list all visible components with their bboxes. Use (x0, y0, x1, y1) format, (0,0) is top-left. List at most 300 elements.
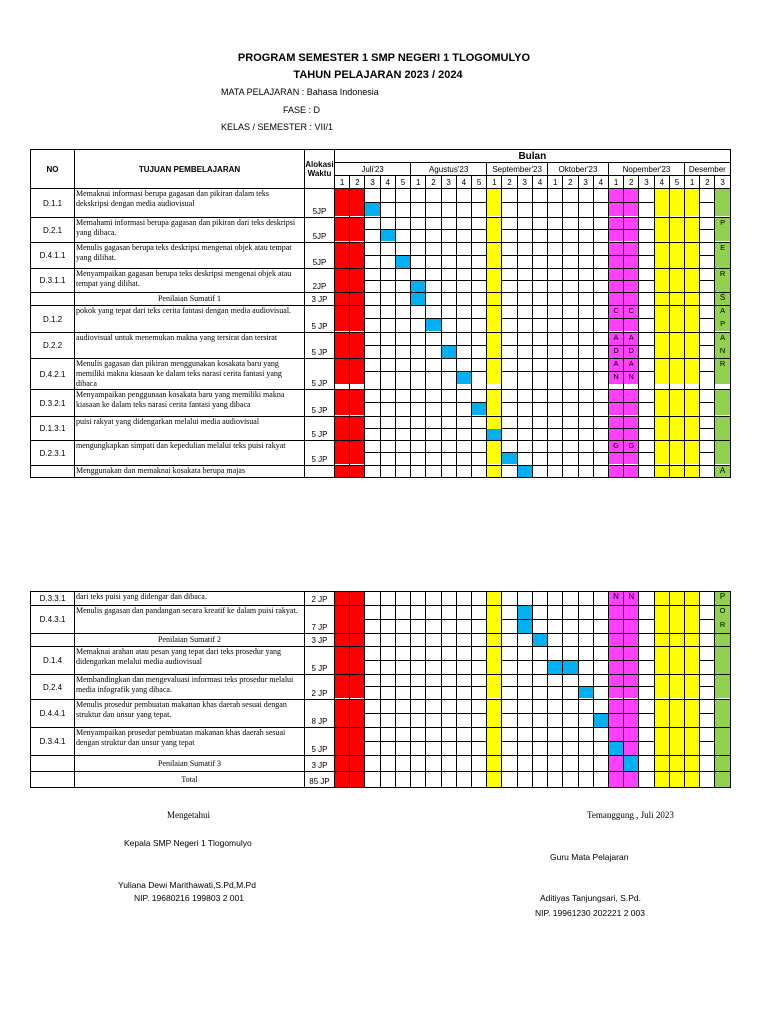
week-cell (380, 634, 395, 647)
week-cell (608, 390, 623, 417)
time-allocation: 85 JP (305, 772, 335, 788)
week-subcell (579, 333, 593, 346)
week-subcell (350, 441, 364, 453)
week-cell (487, 333, 502, 359)
week-subcell (700, 417, 714, 429)
week-subcell (350, 417, 364, 429)
week-subcell (502, 390, 516, 403)
week-subcell (655, 230, 669, 241)
week-cell (563, 333, 578, 359)
table-row (31, 700, 731, 728)
week-cell (548, 218, 563, 243)
week-cell (456, 756, 471, 772)
week-cell (471, 390, 486, 417)
week-subcell (609, 429, 623, 440)
week-cell (654, 417, 669, 441)
week-subcell (502, 372, 516, 384)
week-cell (563, 634, 578, 647)
week-subcell (533, 390, 547, 403)
week-subcell (396, 372, 410, 384)
week-cell (456, 647, 471, 675)
week-subcell (457, 417, 471, 429)
week-cell (502, 359, 517, 390)
week-subcell (624, 675, 638, 687)
week-subcell (594, 333, 608, 346)
time-allocation: 5 JP (305, 333, 335, 359)
week-cell (639, 647, 654, 675)
week-cell (608, 243, 623, 269)
week-cell (669, 306, 684, 333)
week-cell (502, 218, 517, 243)
goal-header: TUJUAN PEMBELAJARAN (75, 150, 305, 189)
week-cell (639, 592, 654, 606)
week-subcell (579, 647, 593, 661)
week-subcell (594, 714, 608, 727)
week-subcell: D (624, 346, 638, 358)
week-subcell (442, 256, 456, 268)
week-subcell (411, 189, 425, 203)
week-subcell (365, 700, 379, 714)
week-subcell (655, 647, 669, 661)
week-cell (441, 466, 456, 478)
week-cell (685, 606, 700, 634)
objective-text: Menggunakan dan memaknai kosakata berupa majas (75, 466, 305, 478)
week-subcell (365, 319, 379, 331)
week-subcell (518, 230, 532, 241)
week-cell (578, 243, 593, 269)
week-cell (548, 756, 563, 772)
week-cell (669, 772, 684, 788)
week-subcell (381, 372, 395, 384)
week-cell (350, 218, 365, 243)
week-cell (502, 293, 517, 306)
week-subcell (502, 189, 516, 203)
week-subcell (396, 189, 410, 203)
week-cell (608, 333, 623, 359)
week-subcell (396, 269, 410, 281)
week-subcell: C (609, 306, 623, 319)
week-cell (669, 592, 684, 606)
week-subcell (685, 319, 699, 331)
week-subcell (442, 281, 456, 292)
week-cell (517, 592, 532, 606)
week-subcell (670, 203, 684, 216)
week-cell (350, 359, 365, 390)
week-subcell (457, 256, 471, 268)
week-subcell (639, 281, 653, 292)
objective-text: Penilaian Sumatif 3 (75, 756, 305, 772)
week-subcell (655, 359, 669, 372)
time-allocation: 2 JP (305, 592, 335, 606)
week-subcell (335, 647, 349, 661)
week-cell (335, 359, 350, 390)
teacher-name: Aditiyas Tanjungsari, S.Pd. (540, 893, 641, 903)
week-subcell (335, 390, 349, 403)
week-cell (593, 417, 608, 441)
week-cell (471, 675, 486, 700)
week-cell (624, 218, 639, 243)
month-label-1: Agustus'23 (411, 163, 487, 176)
week-subcell (670, 742, 684, 755)
week-subcell (533, 306, 547, 319)
week-cell (395, 243, 410, 269)
week-subcell (715, 256, 729, 268)
week-subcell (335, 606, 349, 620)
week-number: 2 (624, 176, 639, 189)
week-subcell (548, 306, 562, 319)
week-number: 1 (411, 176, 426, 189)
week-cell (563, 269, 578, 293)
week-subcell (670, 319, 684, 331)
week-cell (548, 441, 563, 466)
objective-code: D.2.4 (31, 675, 75, 700)
week-subcell (533, 453, 547, 464)
week-subcell (335, 333, 349, 346)
week-cell (624, 243, 639, 269)
week-subcell (381, 728, 395, 742)
week-cell (426, 772, 441, 788)
week-cell (715, 647, 730, 675)
week-subcell (411, 230, 425, 241)
week-cell (517, 306, 532, 333)
week-cell (593, 243, 608, 269)
week-number: 4 (532, 176, 547, 189)
week-cell (365, 772, 380, 788)
week-subcell (533, 728, 547, 742)
week-cell (411, 700, 426, 728)
objective-code (31, 293, 75, 306)
week-subcell (472, 243, 486, 256)
week-cell (578, 333, 593, 359)
week-cell (502, 441, 517, 466)
week-cell (380, 592, 395, 606)
week-subcell (365, 742, 379, 755)
objective-text: puisi rakyat yang didengarkan melalui media audiovisual (75, 417, 305, 441)
week-subcell (396, 243, 410, 256)
week-subcell (518, 700, 532, 714)
week-cell (441, 592, 456, 606)
week-cell (654, 243, 669, 269)
week-subcell (487, 661, 501, 674)
week-subcell (579, 256, 593, 268)
week-subcell (518, 453, 532, 464)
week-cell (593, 333, 608, 359)
week-subcell (655, 620, 669, 633)
week-subcell (472, 441, 486, 453)
week-subcell (685, 417, 699, 429)
week-cell (426, 441, 441, 466)
week-cell (365, 189, 380, 218)
week-subcell (685, 728, 699, 742)
week-cell (471, 269, 486, 293)
week-cell (517, 634, 532, 647)
week-cell (456, 269, 471, 293)
week-subcell (533, 417, 547, 429)
table-row (31, 728, 731, 756)
week-subcell (381, 203, 395, 216)
week-subcell (411, 319, 425, 331)
week-subcell (365, 728, 379, 742)
week-cell (365, 728, 380, 756)
week-cell (456, 390, 471, 417)
week-cell (624, 466, 639, 478)
week-cell (639, 466, 654, 478)
week-subcell (502, 647, 516, 661)
week-cell (608, 269, 623, 293)
week-subcell (579, 372, 593, 384)
week-subcell (502, 453, 516, 464)
week-subcell (594, 189, 608, 203)
week-subcell (655, 606, 669, 620)
week-subcell (365, 281, 379, 292)
week-cell (639, 756, 654, 772)
week-cell (335, 700, 350, 728)
week-cell (487, 359, 502, 390)
week-subcell (487, 306, 501, 319)
week-subcell (472, 700, 486, 714)
objective-text: Penilaian Sumatif 2 (75, 634, 305, 647)
month-label-0: Juli'23 (335, 163, 411, 176)
week-cell (578, 592, 593, 606)
objective-text: Menulis prosedur pembuatan makanan khas daerah sesuai dengan struktur dan unsur yang tepat. (75, 700, 305, 728)
week-subcell (563, 714, 577, 727)
week-cell (335, 675, 350, 700)
table-row (31, 189, 731, 218)
week-subcell (685, 661, 699, 674)
week-subcell (670, 218, 684, 230)
week-subcell (472, 189, 486, 203)
week-subcell (518, 647, 532, 661)
week-subcell (365, 218, 379, 230)
week-subcell (579, 620, 593, 633)
week-subcell (518, 742, 532, 755)
week-cell (532, 675, 547, 700)
week-subcell (518, 429, 532, 440)
week-subcell: A (609, 333, 623, 346)
week-subcell (381, 687, 395, 698)
week-subcell (548, 714, 562, 727)
week-subcell (335, 256, 349, 268)
week-subcell (396, 390, 410, 403)
week-subcell (533, 700, 547, 714)
week-cell (608, 441, 623, 466)
week-subcell (670, 372, 684, 384)
week-cell (624, 333, 639, 359)
week-subcell (396, 359, 410, 372)
week-subcell (594, 230, 608, 241)
week-cell (608, 189, 623, 218)
week-cell (365, 390, 380, 417)
week-subcell: A (715, 333, 729, 346)
week-subcell (487, 319, 501, 331)
week-subcell (624, 429, 638, 440)
week-subcell (457, 372, 471, 384)
week-cell (624, 728, 639, 756)
week-subcell (487, 647, 501, 661)
week-cell (532, 390, 547, 417)
week-cell (517, 675, 532, 700)
week-cell (715, 189, 730, 218)
week-subcell (411, 647, 425, 661)
week-subcell (670, 403, 684, 415)
week-cell (517, 728, 532, 756)
week-subcell (335, 728, 349, 742)
week-subcell (457, 403, 471, 415)
week-subcell: E (715, 243, 729, 256)
week-subcell: N (609, 372, 623, 384)
week-cell (502, 606, 517, 634)
subject-label: MATA PELAJARAN : Bahasa Indonesia (221, 87, 379, 97)
week-cell: A (715, 466, 730, 478)
week-subcell (502, 333, 516, 346)
week-cell (548, 466, 563, 478)
week-cell (548, 390, 563, 417)
week-subcell (487, 714, 501, 727)
week-subcell (335, 319, 349, 331)
week-subcell (563, 346, 577, 358)
week-cell (624, 772, 639, 788)
week-cell (502, 647, 517, 675)
week-subcell (502, 675, 516, 687)
week-subcell (579, 281, 593, 292)
objective-text: dari teks puisi yang didengar dan dibaca. (75, 592, 305, 606)
week-cell (502, 417, 517, 441)
week-cell (685, 306, 700, 333)
week-subcell (442, 728, 456, 742)
week-subcell (426, 728, 440, 742)
week-subcell (609, 256, 623, 268)
week-cell (426, 606, 441, 634)
week-cell (685, 466, 700, 478)
week-subcell (411, 742, 425, 755)
week-subcell (502, 687, 516, 698)
week-subcell (624, 203, 638, 216)
week-subcell (411, 606, 425, 620)
week-subcell (700, 620, 714, 633)
week-cell (578, 772, 593, 788)
week-subcell (442, 700, 456, 714)
week-subcell (670, 281, 684, 292)
week-subcell (442, 218, 456, 230)
week-cell (578, 189, 593, 218)
week-cell (335, 634, 350, 647)
week-subcell (350, 256, 364, 268)
week-cell (380, 269, 395, 293)
week-cell (395, 293, 410, 306)
week-subcell (411, 620, 425, 633)
week-cell (395, 306, 410, 333)
week-cell (411, 466, 426, 478)
week-subcell (396, 429, 410, 440)
week-subcell: P (715, 218, 729, 230)
week-cell (593, 293, 608, 306)
objective-code: D.1.4 (31, 647, 75, 675)
week-cell (441, 269, 456, 293)
week-subcell (579, 403, 593, 415)
week-cell (593, 606, 608, 634)
week-cell (426, 592, 441, 606)
week-subcell (457, 453, 471, 464)
week-subcell (487, 372, 501, 384)
week-subcell (655, 675, 669, 687)
week-subcell (533, 319, 547, 331)
week-subcell (411, 429, 425, 440)
week-subcell (472, 714, 486, 727)
week-subcell (655, 403, 669, 415)
week-cell (487, 466, 502, 478)
week-subcell (639, 319, 653, 331)
week-number: 2 (563, 176, 578, 189)
week-cell (487, 269, 502, 293)
week-cell (411, 390, 426, 417)
week-cell (685, 218, 700, 243)
week-subcell (670, 429, 684, 440)
week-subcell (579, 390, 593, 403)
week-cell (548, 592, 563, 606)
time-allocation: 5JP (305, 243, 335, 269)
week-cell (578, 728, 593, 756)
time-allocation: 2 JP (305, 675, 335, 700)
week-cell (608, 417, 623, 441)
week-cell (471, 728, 486, 756)
week-subcell (533, 714, 547, 727)
week-subcell (639, 203, 653, 216)
week-subcell (609, 453, 623, 464)
time-allocation: 5JP (305, 189, 335, 218)
table-row (31, 333, 731, 359)
week-subcell (624, 390, 638, 403)
week-subcell (594, 429, 608, 440)
week-subcell (457, 269, 471, 281)
week-subcell (502, 661, 516, 674)
week-subcell (472, 620, 486, 633)
week-cell (471, 189, 486, 218)
week-subcell (685, 429, 699, 440)
week-subcell (624, 647, 638, 661)
week-cell (654, 390, 669, 417)
week-subcell (685, 359, 699, 372)
week-subcell (700, 203, 714, 216)
week-subcell (442, 441, 456, 453)
table-row (31, 417, 731, 441)
week-subcell (533, 243, 547, 256)
week-subcell (411, 306, 425, 319)
week-cell (441, 417, 456, 441)
week-subcell (563, 700, 577, 714)
week-cell (715, 243, 730, 269)
week-cell (350, 728, 365, 756)
week-cell (441, 606, 456, 634)
week-cell (639, 306, 654, 333)
week-subcell (350, 333, 364, 346)
week-subcell (639, 372, 653, 384)
week-subcell (365, 453, 379, 464)
week-subcell (594, 203, 608, 216)
week-cell (350, 441, 365, 466)
week-subcell (639, 728, 653, 742)
month-label-3: Oktober'23 (548, 163, 609, 176)
week-subcell (639, 441, 653, 453)
week-cell (669, 756, 684, 772)
week-cell (365, 756, 380, 772)
week-subcell (442, 453, 456, 464)
week-subcell (472, 230, 486, 241)
time-allocation: 7 JP (305, 606, 335, 634)
week-cell (608, 606, 623, 634)
week-subcell (670, 269, 684, 281)
week-subcell (350, 429, 364, 440)
week-cell (365, 417, 380, 441)
